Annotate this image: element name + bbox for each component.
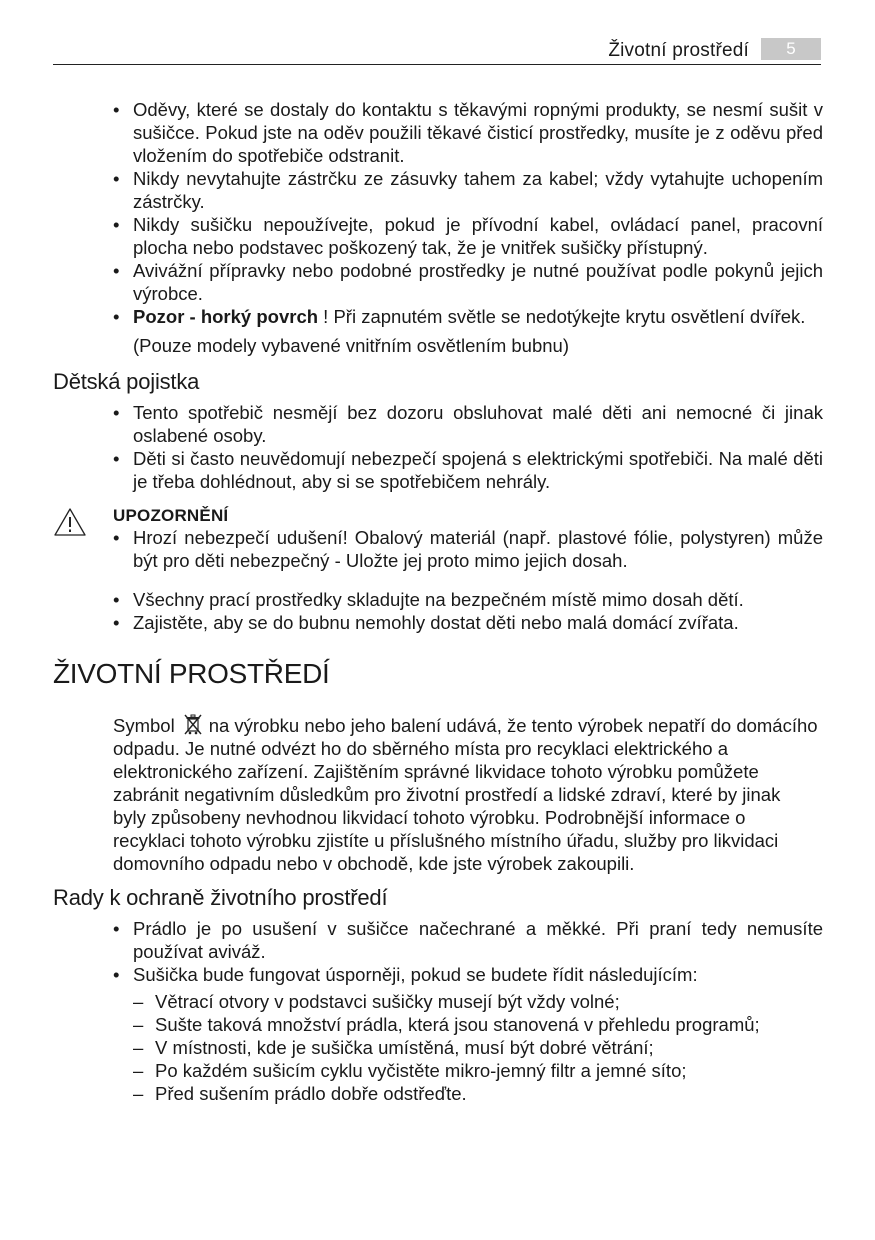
storage-list (53, 588, 823, 634)
list-item: • Tento spotřebič nesmějí bez dozoru obsluhovat malé děti ani nemocné či jinak oslabené osoby. (113, 401, 823, 447)
list-item: • Sušička bude fungovat úsporněji, pokud se budete řídit následujícím: (113, 963, 823, 986)
warning-list (53, 526, 823, 572)
list-item: – Po každém sušicím cyklu vyčistěte mikro-jemný filtr a jemné síto; (133, 1059, 823, 1082)
list-item: • Prádlo je po usušení v sušičce načechrané a měkké. Při praní tedy nemusíte používat aviváž. (113, 917, 823, 963)
list-item: • Oděvy, které se dostaly do kontaktu s těkavými ropnými produkty, se nesmí sušit v sušičce. Pokud jste na oděv použili těkavé čisticí prostředky, musíte je z oděvu před vložením do spotřebiče odstranit. (113, 98, 823, 167)
hot-surface-text: ! Při zapnutém světle se nedotýkejte krytu osvětlení dvířek. (318, 306, 806, 327)
list-item: – Před sušením prádlo dobře odstřeďte. (133, 1082, 823, 1105)
eco-tips-heading: Rady k ochraně životního prostředí (53, 885, 388, 910)
list-item: – V místnosti, kde je sušička umístěná, musí být dobré větrání; (133, 1036, 823, 1059)
list-item: – Větrací otvory v podstavci sušičky musejí být vždy volné; (133, 990, 823, 1013)
lighting-note: (Pouze modely vybavené vnitřním osvětlením bubnu) (133, 335, 569, 356)
warning-triangle-icon (53, 507, 87, 537)
environment-heading: ŽIVOTNÍ PROSTŘEDÍ (53, 658, 330, 689)
child-safety-heading: Dětská pojistka (53, 369, 200, 394)
list-item: • Avivážní přípravky nebo podobné prostředky je nutné používat podle pokynů jejich výrobce. (113, 259, 823, 305)
environment-paragraph-start: Symbol (113, 715, 175, 736)
child-safety-list (53, 401, 823, 493)
list-item: – Sušte taková množství prádla, která jsou stanovená v přehledu programů; (133, 1013, 823, 1036)
list-item: • Nikdy sušičku nepoužívejte, pokud je přívodní kabel, ovládací panel, pracovní plocha nebo podstavec poškozený tak, že je vnitřek sušičky přístupný. (113, 213, 823, 259)
eco-tips-list (53, 917, 823, 986)
page-header (53, 36, 821, 65)
hot-surface-bold: Pozor - horký povrch (133, 306, 319, 327)
warning-title: UPOZORNĚNÍ (113, 506, 229, 525)
environment-paragraph-rest: na výrobku nebo jeho balení udává, že tento výrobek nepatří do domácího odpadu. Je nutné odvézt ho do sběrného místa pro recyklaci elektrického a elektronického zařízení. Zajištěním správné likvidace tohoto výrobku pomůžete zabránit negativním důsledkům pro životní prostředí a lidské zdraví, které by jinak byly způsobeny nevhodnou likvidací tohoto výrobku. Podrobnější informace o recyklaci tohoto výrobku zjistíte u příslušného místního úřadu, služby pro likvidaci domovního odpadu nebo v obchodě, kde jste výrobek zakoupili. (113, 715, 818, 874)
page-content (53, 98, 823, 1105)
list-item: • Všechny prací prostředky skladujte na bezpečném místě mimo dosah dětí. (113, 588, 823, 611)
page-number: 5 (761, 38, 821, 60)
environment-paragraph (113, 712, 818, 875)
crossed-out-bin-icon (183, 712, 203, 736)
list-item: • Zajistěte, aby se do bubnu nemohly dostat děti nebo malá domácí zvířata. (113, 611, 823, 634)
warning-block (53, 505, 823, 572)
intro-bullet-list (53, 98, 823, 328)
list-item: • Hrozí nebezpečí udušení! Obalový materiál (např. plastové fólie, polystyren) může být pro děti nebezpečný - Uložte jej proto mimo jejich dosah. (113, 526, 823, 572)
list-item: • Děti si často neuvědomují nebezpečí spojená s elektrickými spotřebiči. Na malé děti je třeba dohlédnout, aby si se spotřebičem nehrály. (113, 447, 823, 493)
hot-surface-item (113, 305, 823, 328)
list-item: • Nikdy nevytahujte zástrčku ze zásuvky tahem za kabel; vždy vytahujte uchopením zástrčky. (113, 167, 823, 213)
header-title: Životní prostředí (608, 40, 749, 61)
eco-tips-dash-list (53, 990, 823, 1105)
